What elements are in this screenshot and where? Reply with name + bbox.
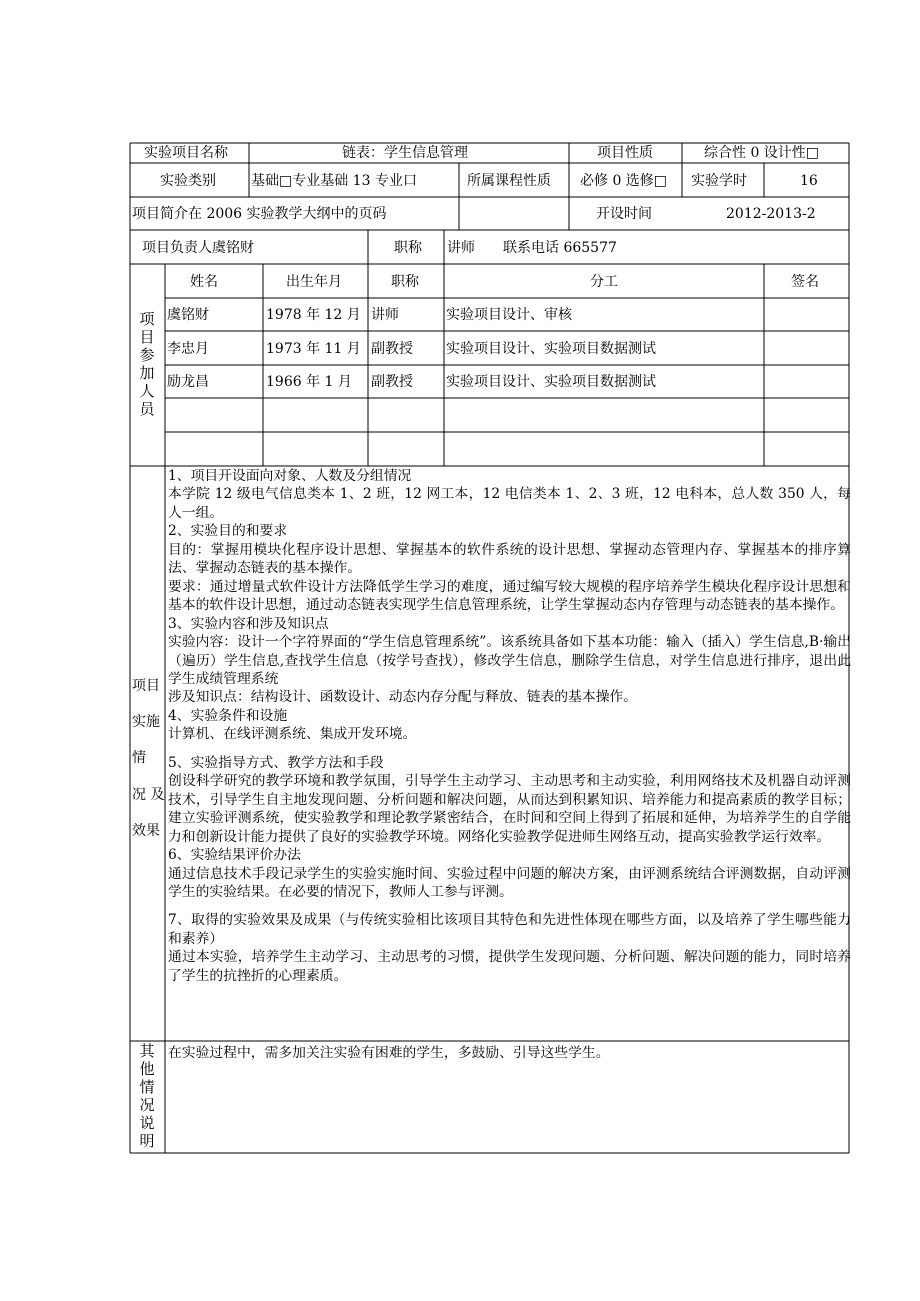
side-char: 情: [139, 1078, 155, 1096]
side-char: 目: [139, 328, 155, 346]
col-header-sign: 签名: [791, 274, 819, 290]
start-time-label: 开设时间: [596, 206, 652, 222]
side-char: 人: [139, 382, 155, 400]
participant-name: 虞铭财: [167, 307, 209, 323]
side-text: 项目: [132, 678, 160, 694]
participant-title: 副教授: [371, 341, 413, 357]
side-char: 项: [139, 310, 155, 328]
category-value: 基础□专业基础 13 专业口: [251, 173, 417, 189]
side-char: 加: [139, 364, 155, 382]
leader-title-label: 职称: [394, 240, 422, 256]
section-text: 创设科学研究的教学环境和教学氛围，引导学生主动学习、主动思考和主动实验，利用网络技术及机器自动评测技术，引导学生自主地发现问题、分析问题和解决问题，从而达到积累知识、培养能力和提高素质的教学目标；建立实验评测系统，使实验教学和理论教学紧密结合，在时间和空间上得到了拓展和延伸，为培养学生的自学能力和创新设计能力提供了良好的实验教学环境。网络化实验教学促进师生网络互动，提高实验教学运行效率。: [168, 773, 851, 845]
section-text: 计算机、在线评测系统、集成开发环境。: [168, 726, 417, 743]
side-text: 实施: [132, 714, 160, 730]
participant-name: 李忠月: [167, 341, 209, 357]
side-text: 情: [132, 750, 146, 766]
participant-birth: 1978 年 12 月: [266, 307, 361, 323]
implementation-body: [168, 467, 851, 985]
hours-label: 实验学时: [691, 173, 747, 189]
other-notes: 在实验过程中，需多加关注实验有困难的学生，多鼓励、引导这些学生。: [168, 1045, 610, 1061]
participant-duty: 实验项目设计、审核: [446, 307, 572, 323]
participant-name: 励龙昌: [167, 374, 209, 390]
section-text: 目的：掌握用模块化程序设计思想、掌握基本的软件系统的设计思想、掌握动态管理内存、掌握基本的排序算法、掌握动态链表的基本操作。: [168, 541, 851, 577]
participant-duty: 实验项目设计、实验项目数据测试: [446, 374, 656, 390]
side-char: 明: [139, 1132, 155, 1150]
col-header-duty: 分工: [590, 274, 618, 290]
section-heading: 3、实验内容和涉及知识点: [168, 615, 329, 632]
project-nature-value: 综合性 0 设计性□: [704, 145, 820, 161]
section-text: 本学院 12 级电气信息类本 1、2 班，12 网工本，12 电信类本 1、2、3 班，12 电科本，总人数 350 人，每人一组。: [168, 486, 851, 521]
section-heading: 4、实验条件和设施: [168, 707, 288, 724]
project-name-value: 链表：学生信息管理: [342, 145, 468, 161]
col-header-name: 姓名: [190, 274, 218, 290]
participant-title: 副教授: [371, 374, 413, 390]
course-nature-value: 必修 0 选修□: [580, 173, 668, 189]
side-char: 参: [139, 346, 155, 364]
side-char: 其: [139, 1042, 155, 1060]
section-heading: 2、实验目的和要求: [168, 523, 288, 540]
section-heading: 6、实验结果评价办法: [168, 847, 301, 864]
side-char: 他: [139, 1060, 155, 1078]
participant-birth: 1973 年 11 月: [266, 341, 361, 357]
section-text: 实验内容：设计一个字符界面的“学生信息管理系统”。该系统具备如下基本功能：输入（插入）学生信息,B·输出（遍历）学生信息,查找学生信息（按学号查找），修改学生信息，删除学生信息，对学生信息进行排序，退出此学生成绩管理系统: [168, 634, 851, 687]
course-nature-label: 所属课程性质: [467, 173, 551, 189]
hours-value: 16: [800, 173, 818, 189]
participant-birth: 1966 年 1 月: [266, 374, 352, 390]
category-label: 实验类别: [160, 173, 216, 189]
participant-duty: 实验项目设计、实验项目数据测试: [446, 341, 656, 357]
section-heading: 5、实验指导方式、教学方法和手段: [168, 754, 384, 771]
col-header-title: 职称: [391, 274, 419, 290]
project-leader: 项目负责人虞铭财: [142, 240, 254, 256]
side-text: 况 及: [132, 787, 165, 803]
participant-title: 讲师: [371, 307, 399, 323]
side-char: 员: [139, 400, 155, 418]
section-text: 涉及知识点：结构设计、函数设计、动态内存分配与释放、链表的基本操作。: [168, 689, 638, 706]
project-nature-label: 项目性质: [597, 145, 653, 161]
col-header-birth: 出生年月: [286, 274, 342, 290]
side-text: 效果: [132, 823, 160, 839]
section-text: 通过本实验，培养学生主动学习、主动思考的习惯，提供学生发现问题、分析问题、解决问题的能力，同时培养了学生的抗挫折的心理素质。: [168, 949, 851, 984]
side-char: 说: [139, 1114, 155, 1132]
section-heading: 7、取得的实验效果及成果（与传统实验相比该项目其特色和先进性体现在哪些方面，以及培养了学生哪些能力和素养）: [168, 912, 851, 947]
side-char: 况: [139, 1096, 155, 1114]
section-text: 要求：通过增量式软件设计方法降低学生学习的难度，通过编写较大规模的程序培养学生模块化程序设计思想和基本的软件设计思想，通过动态链表实现学生信息管理系统，让学生掌握动态内存管理与动态链表的基本操作。: [168, 578, 851, 614]
leader-title-contact: 讲师 联系电话 665577: [447, 240, 617, 256]
start-time-value: 2012-2013-2: [726, 206, 816, 222]
syllabus-label: 项目简介在 2006 实验教学大纲中的页码: [132, 206, 387, 222]
section-text: 通过信息技术手段记录学生的实验实施时间、实验过程中问题的解决方案，由评测系统结合评测数据，自动评测学生的实验结果。在必要的情况下，教师人工参与评测。: [168, 865, 851, 900]
project-name-label: 实验项目名称: [144, 145, 228, 161]
section-heading: 1、项目开设面向对象、人数及分组情况: [168, 468, 412, 484]
